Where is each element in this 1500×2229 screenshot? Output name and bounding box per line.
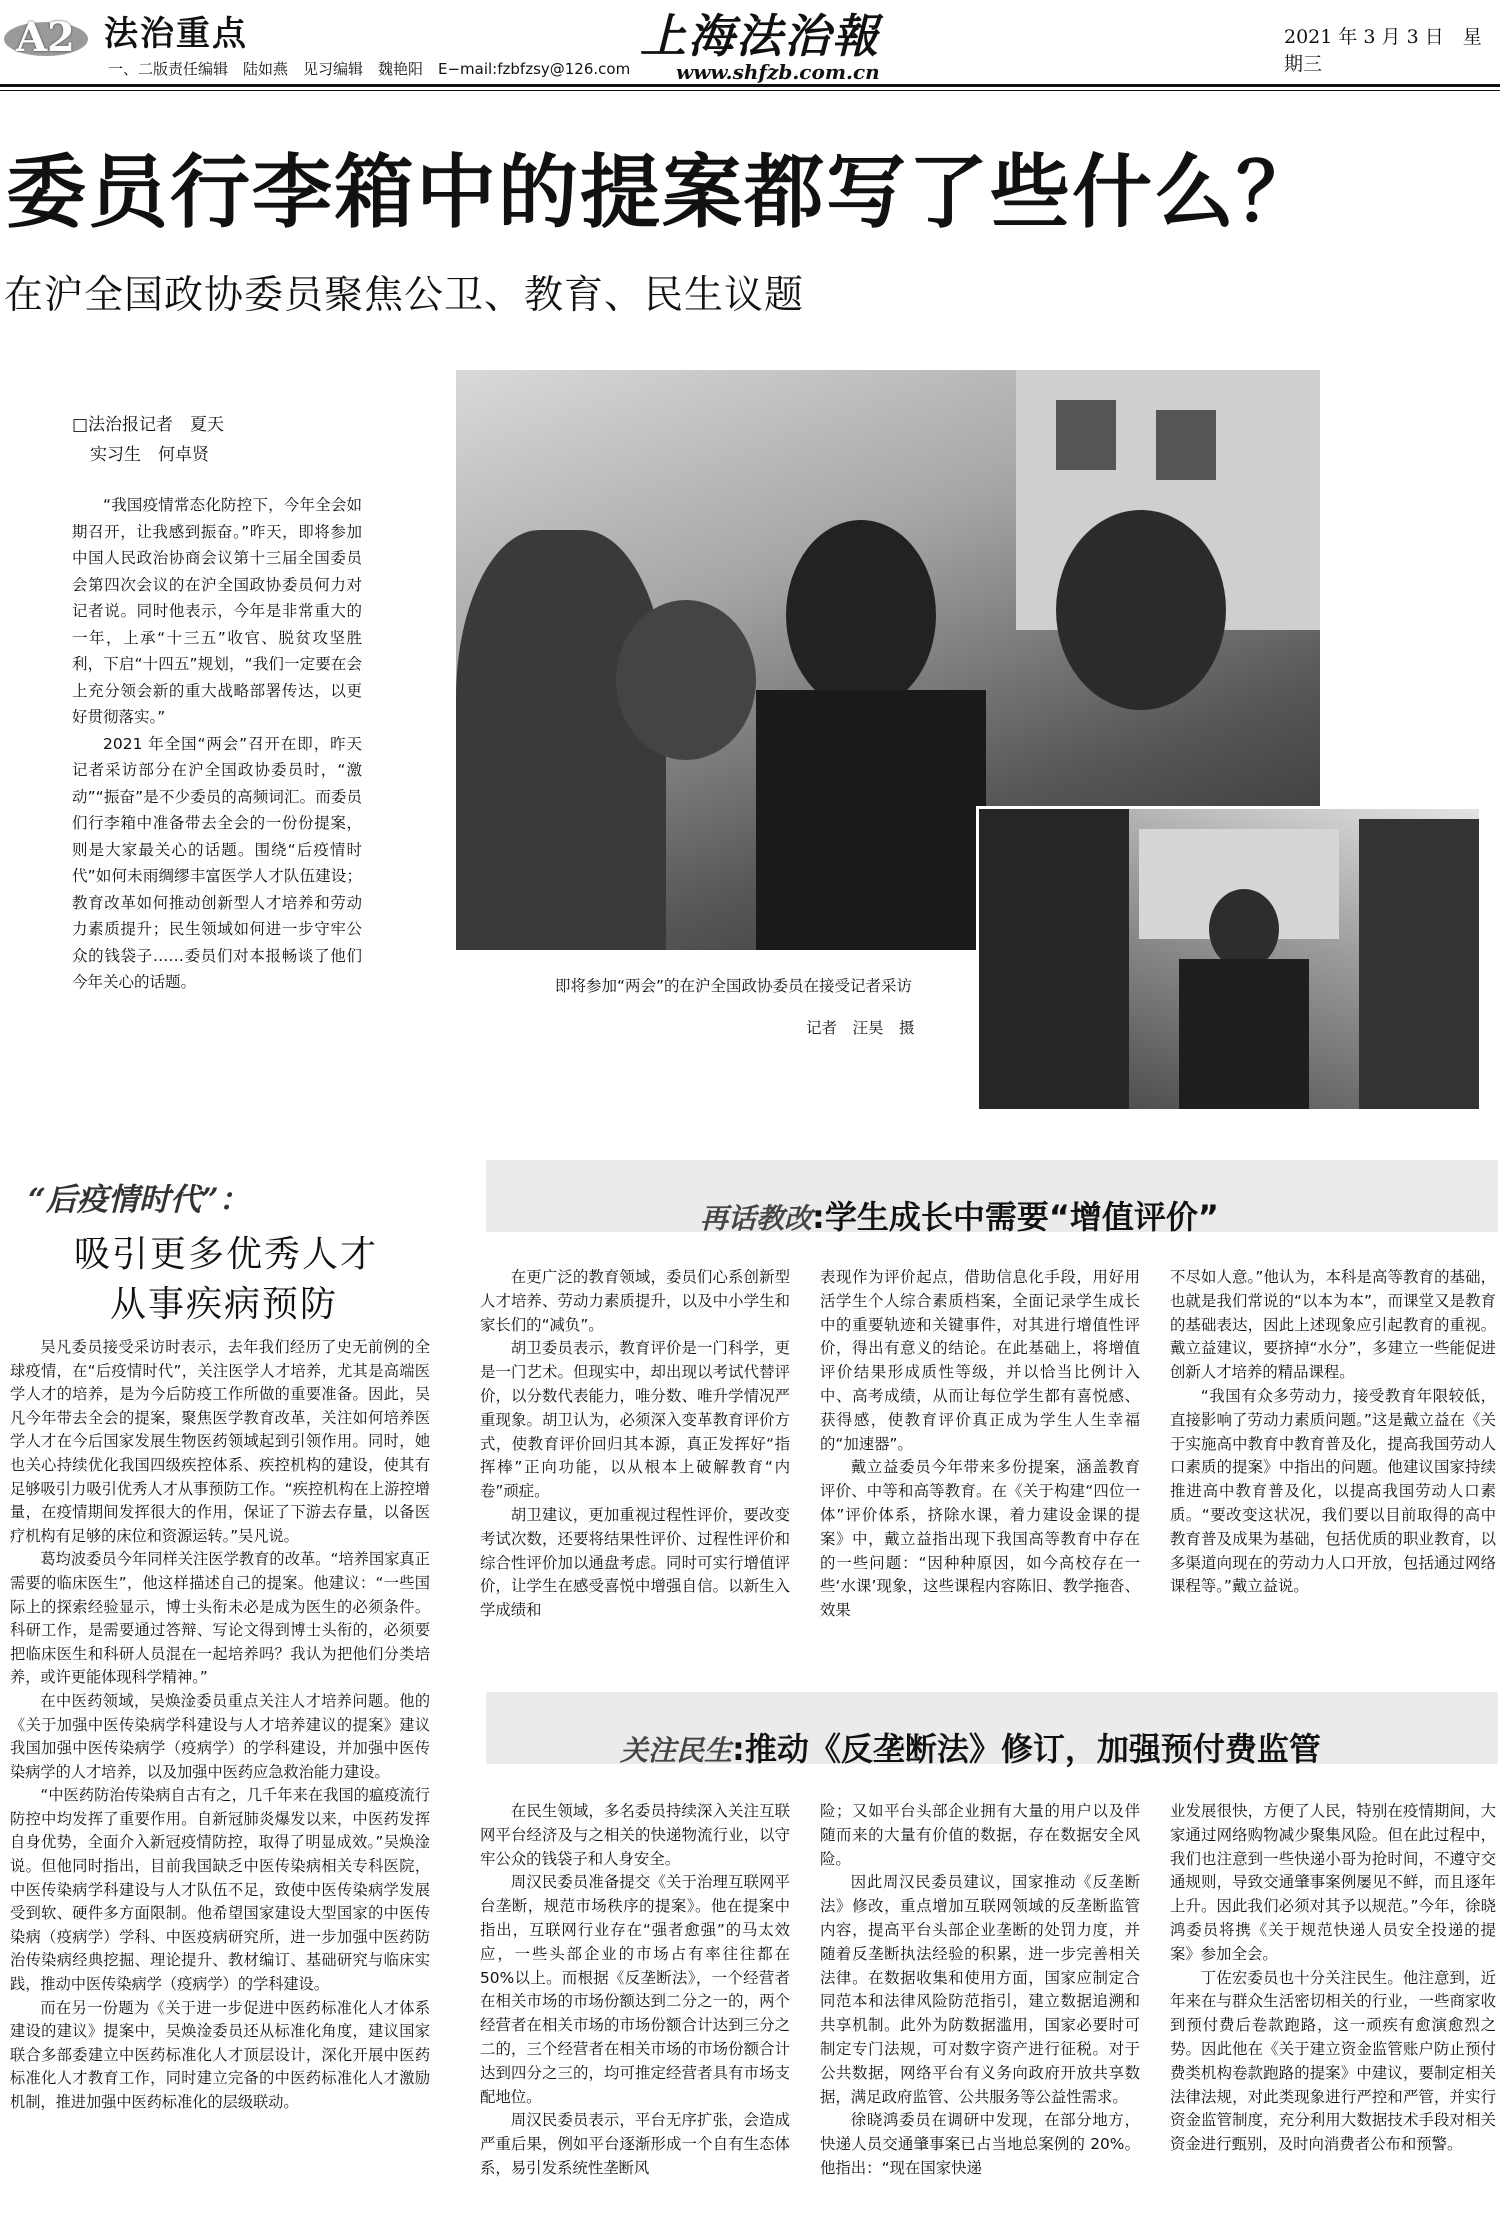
paragraph: 丁佐宏委员也十分关注民生。他注意到，近年来在与群众生活密切相关的行业，一些商家收到预付费后卷款跑路，这一顽疾有愈演愈烈之势。因此他在《关于建立资金监管账户防止预付费类机构卷款跑路的提案》中建议，要制定相关法律法规，对此类现象进行严控和严管，并实行资金监管制度，充分利用大数据技术手段对相关资金进行甄别，及时向消费者公布和预警。 <box>1170 1968 1496 2154</box>
paragraph: 因此周汉民委员建议，国家推动《反垄断法》修改，重点增加互联网领域的反垄断监管内容，提高平台头部企业垄断的处罚力度，并随着反垄断执法经验的积累，进一步完善相关法律。在数据收集和使用方面，国家应制定合同范本和法律风险防范指引，建立数据追溯和共享机制。此外为防数据滥用，国家必要时可制定专门法规，可对数字资产进行征税。对于公共数据，网络平台有义务向政府开放共享数据，满足政府监管、公共服务等公益性需求。 <box>820 1873 1140 2106</box>
section-name: 法治重点 <box>104 14 248 54</box>
education-heading <box>700 1192 1219 1238</box>
paragraph: 徐晓鸿委员在调研中发现，在部分地方，快递人员交通肇事案已占当地总案例的 20%。他指出：“现在国家快递 <box>820 2111 1140 2177</box>
livelihood-column-2 <box>820 1800 1140 2226</box>
photo-caption: 即将参加“两会”的在沪全国政协委员在接受记者采访 <box>555 977 913 995</box>
subheadline: 在沪全国政协委员聚焦公卫、教育、民生议题 <box>4 273 805 318</box>
intro-paragraph: 2021 年全国“两会”召开在即，昨天记者采访部分在沪全国政协委员时，“激动”“振奋”是不少委员的高频词汇。而委员们行李箱中准备带去全会的一份份提案，则是大家最关心的话题。围绕“后疫情时代”如何未雨绸缪丰富医学人才队伍建设；教育改革如何推动创新型人才培养和劳动力素质提升；民生领域如何进一步守牢公众的钱袋子……委员们对本报畅谈了他们今年关心的话题。 <box>72 734 362 991</box>
paragraph: 在民生领域，多名委员持续深入关注互联网平台经济及与之相关的快递物流行业，以守牢公众的钱袋子和人身安全。 <box>480 1802 790 1868</box>
editors-line: 一、二版责任编辑 陆如燕 见习编辑 魏艳阳 E−mail:fzbfzsy@126.com <box>108 60 631 78</box>
livelihood-column-3 <box>1170 1800 1496 2226</box>
intro-paragraph: “我国疫情常态化防控下，今年全会如期召开，让我感到振奋。”昨天，即将参加中国人民政治协商会议第十三届全国委员会第四次会议的在沪全国政协委员何力对记者说。同时他表示，今年是非常重大的一年，上承“十三五”收官、脱贫攻坚胜利，下启“十四五”规划，“我们一定要在会上充分领会新的重大战略部署传达，以更好贯彻落实。” <box>72 496 362 726</box>
paragraph: 胡卫委员表示，教育评价是一门科学，更是一门艺术。但现实中，却出现以考试代替评价，以分数代表能力，唯分数、唯升学情况严重现象。胡卫认为，必须深入变革教育评价方式，使教育评价回归其本源，真正发挥好“指挥棒”正向功能，以从根本上破解教育“内卷”顽症。 <box>480 1339 790 1501</box>
paragraph: 业发展很快，方便了人民，特别在疫情期间，大家通过网络购物减少聚集风险。但在此过程中，我们也注意到一些快递小哥为抢时间，不遵守交通规则，导致交通肇事案例屡见不鲜，而且逐年上升。因此我们必须对其予以规范。”今年，徐晓鸿委员将携《关于规范快递人员安全投递的提案》参加全会。 <box>1170 1802 1496 1963</box>
paragraph: 在更广泛的教育领域，委员们心系创新型人才培养、劳动力素质提升，以及中小学生和家长们的“减负”。 <box>480 1268 790 1334</box>
issue-date: 2021 年 3 月 3 日 星期三 <box>1284 26 1482 75</box>
livelihood-title: :推动《反垄断法》修订，加强预付费监管 <box>732 1730 1321 1768</box>
paragraph: “中医药防治传染病自古有之，几千年来在我国的瘟疫流行防控中均发挥了重要作用。自新冠肺炎爆发以来，中医药发挥自身优势，全面介入新冠疫情防控，取得了明显成效。”吴焕淦说。但他同时指出，目前我国缺乏中医传染病相关专科医院，中医传染病学科建设与人才队伍不足，致使中医传染病学发展受到软、硬件多方面限制。他希望国家建设大型国家的中医传染病（疫病学）学科、中医疫病研究所，进一步加强中医药防治传染病经典挖掘、理论提升、教材编订、基础研究与临床实践，推动中医传染病学（疫病学）的学科建设。 <box>10 1786 430 1994</box>
education-column-3 <box>1170 1266 1496 1666</box>
paragraph: 表现作为评价起点，借助信息化手段，用好用活学生个人综合素质档案，全面记录学生成长中的重要轨迹和关键事件，对其进行增值性评价，得出有意义的结论。在此基础上，将增值评价结果形成质性等级，并以恰当比例计入中、高考成绩，从而让每位学生都有喜悦感、获得感，使教育评价真正成为学生人生幸福的“加速器”。 <box>820 1268 1140 1453</box>
inset-photo <box>976 806 1482 1112</box>
page-number-badge <box>0 8 92 64</box>
left-section-title: 吸引更多优秀人才 <box>74 1234 379 1275</box>
paragraph: 周汉民委员表示，平台无序扩张，会造成严重后果，例如平台逐渐形成一个自有生态体系，易引发系统性垄断风 <box>480 2111 790 2177</box>
livelihood-column-1 <box>480 1800 790 2226</box>
education-column-1 <box>480 1266 790 1666</box>
paragraph: 葛均波委员今年同样关注医学教育的改革。“培养国家真正需要的临床医生”，他这样描述自己的提案。他建议：“一些国际上的探索经验显示，博士头衔未必是成为医生的必须条件。科研工作，是需要通过答辩、写论文得到博士头衔的，必须要把临床医生和科研人员混在一起培养吗？我认为把他们分类培养，或许更能体现科学精神。” <box>10 1550 430 1687</box>
left-section-label: “后疫情时代”： <box>28 1182 250 1218</box>
paragraph: “我国有众多劳动力，接受教育年限较低，直接影响了劳动力素质问题。”这是戴立益在《关于实施高中教育中教育普及化，提高我国劳动人口素质的提案》中指出的问题。他建议国家持续推进高中教育普及化，以提高我国劳动人口素质。“要改变这状况，我们要以目前取得的高中教育普及成果为基础，包括优质的职业教育，以多渠道向现在的劳动力人口开放，包括通过网络课程等。”戴立益说。 <box>1170 1386 1496 1596</box>
photo-credit: 记者 汪昊 摄 <box>806 1019 915 1037</box>
left-section-body <box>10 1336 430 2226</box>
paragraph: 周汉民委员准备提交《关于治理互联网平台垄断，规范市场秩序的提案》。他在提案中指出，互联网行业存在“强者愈强”的马太效应，一些头部企业的市场占有率往往都在 50%以上。而根据《反垄断法》，一个经营者在相关市场的市场份额达到二分之一的，两个经营者在相关市场的市场份额合计达到三分之二的，三个经营者在相关市场的市场份额合计达到四分之三的，均可推定经营者具有市场支配地位。 <box>480 1873 790 2106</box>
paragraph: 吴凡委员接受采访时表示，去年我们经历了史无前例的全球疫情，在“后疫情时代”，关注医学人才培养，尤其是高端医学人才的培养，是为今后防疫工作所做的重要准备。因此，吴凡今年带去全会的提案，聚焦医学教育改革，关注如何培养医学人才在今后国家发展生物医药领域起到引领作用。同时，她也关心持续优化我国四级疾控体系、疾控机构的建设，使其有足够吸引力吸引优秀人才从事预防工作。“疾控机构在上游控增量，在疫情期间发挥很大的作用，保证了下游去存量，以备医疗机构有足够的床位和资源运转。”吴凡说。 <box>10 1338 430 1545</box>
education-label: 再话教改 <box>700 1202 813 1235</box>
newspaper-masthead: 上海法治報 <box>640 9 880 63</box>
paragraph: 戴立益委员今年带来多份提案，涵盖教育评价、中等和高等教育。在《关于构建“四位一体”评价体系，挤除水课，着力建设金课的提案》中，戴立益指出现下我国高等教育中存在的一些问题：“因种种原因，如今高校存在一些‘水课’现象，这些课程内容陈旧、教学拖沓、效果 <box>820 1458 1140 1620</box>
paragraph: 而在另一份题为《关于进一步促进中医药标准化人才体系建设的建议》提案中，吴焕淦委员还从标准化角度，建议国家联合多部委建立中医药标准化人才顶层设计，深化开展中医药标准化人才教育工作，同时建立完备的中医药标准化人才激励机制，推进加强中医药标准化的层级联动。 <box>10 1998 430 2111</box>
header-rule <box>0 84 1500 87</box>
byline-reporter: □法治报记者 夏天 <box>72 415 225 435</box>
paragraph: 险；又如平台头部企业拥有大量的用户以及伴随而来的大量有价值的数据，存在数据安全风险。 <box>820 1802 1140 1868</box>
byline-intern: 实习生 何卓贤 <box>90 445 209 465</box>
education-title: :学生成长中需要“增值评价” <box>812 1198 1219 1236</box>
paragraph: 在中医药领域，吴焕淦委员重点关注人才培养问题。他的《关于加强中医传染病学科建设与人才培养建议的提案》建议我国加强中医传染病学（疫病学）的学科建设，并加强中医传染病学的人才培养，以及加强中医药应急救治能力建设。 <box>10 1691 430 1781</box>
livelihood-label: 关注民生 <box>620 1734 733 1767</box>
education-column-2 <box>820 1266 1140 1666</box>
byline <box>72 410 224 470</box>
headline: 委员行李箱中的提案都写了些什么？ <box>6 146 1318 239</box>
paragraph: 胡卫建议，更加重视过程性评价，要改变考试次数，还要将结果性评价、过程性评价和综合性评价加以通盘考虑。同时可实行增值评价，让学生在感受喜悦中增强自信。以新生入学成绩和 <box>480 1505 790 1620</box>
header-rule-thin <box>0 90 1500 91</box>
livelihood-heading <box>620 1724 1321 1770</box>
page-number: A2 <box>16 14 75 61</box>
paragraph: 不尽如人意。”他认为，本科是高等教育的基础，也就是我们常说的“以本为本”，而课堂又是教育的基础表达，因此上述现象应引起教育的重视。戴立益建议，要挤掉“水分”，多建立一些能促进创新人才培养的精品课程。 <box>1170 1268 1496 1382</box>
intro-text <box>72 492 362 996</box>
website: www.shfzb.com.cn <box>676 60 880 84</box>
left-section-title: 从事疾病预防 <box>110 1284 339 1325</box>
